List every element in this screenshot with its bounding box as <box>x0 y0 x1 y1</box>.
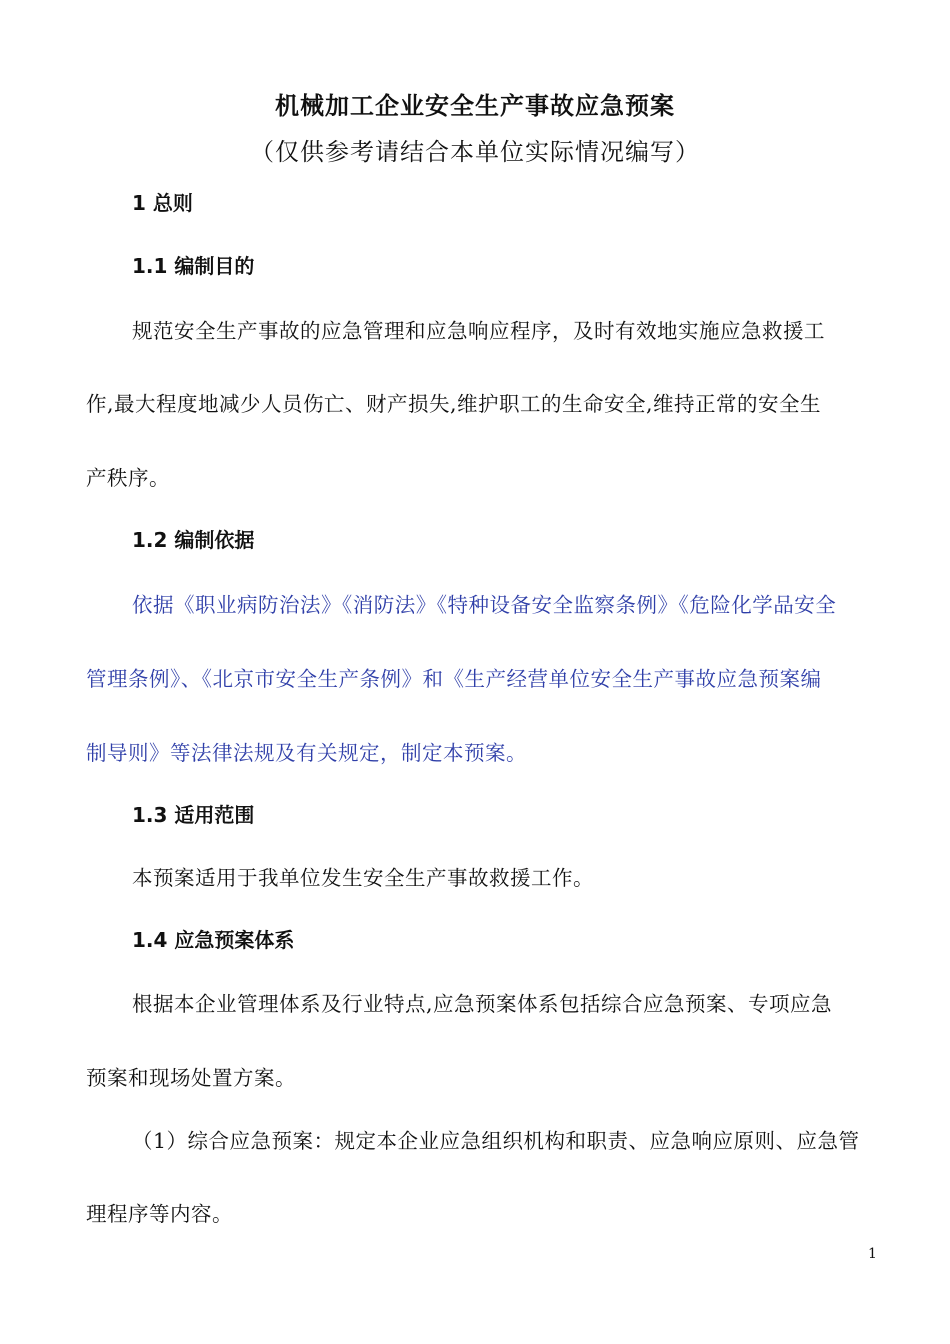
paragraph-line: 理程序等内容。 <box>86 1202 233 1226</box>
paragraph-line: 产秩序。 <box>86 466 170 490</box>
paragraph-line: 制导则》等法律法规及有关规定，制定本预案。 <box>86 741 527 765</box>
paragraph-line: 依据《职业病防治法》《消防法》《特种设备安全监察条例》《危险化学品安全 <box>132 593 837 617</box>
paragraph-line: 根据本企业管理体系及行业特点,应急预案体系包括综合应急预案、专项应急 <box>132 992 833 1016</box>
document-subtitle: （仅供参考请结合本单位实际情况编写） <box>250 138 700 166</box>
paragraph-line: 作,最大程度地减少人员伤亡、财产损失,维护职工的生命安全,维持正常的安全生 <box>86 392 822 416</box>
paragraph-line: 预案和现场处置方案。 <box>86 1066 296 1090</box>
section-heading-1-1: 1.1 编制目的 <box>132 254 255 278</box>
section-heading-1-3: 1.3 适用范围 <box>132 803 255 827</box>
document-title: 机械加工企业安全生产事故应急预案 <box>275 92 675 120</box>
section-heading-1: 1 总则 <box>132 191 193 215</box>
paragraph-line: （1）综合应急预案：规定本企业应急组织机构和职责、应急响应原则、应急管 <box>132 1129 860 1153</box>
paragraph-line: 本预案适用于我单位发生安全生产事故救援工作。 <box>132 866 594 890</box>
paragraph-line: 管理条例》、《北京市安全生产条例》和《生产经营单位安全生产事故应急预案编 <box>86 667 822 691</box>
section-heading-1-2: 1.2 编制依据 <box>132 528 255 552</box>
paragraph-line: 规范安全生产事故的应急管理和应急响应程序，及时有效地实施应急救援工 <box>132 319 825 343</box>
section-heading-1-4: 1.4 应急预案体系 <box>132 928 295 952</box>
page-number: 1 <box>868 1246 877 1262</box>
